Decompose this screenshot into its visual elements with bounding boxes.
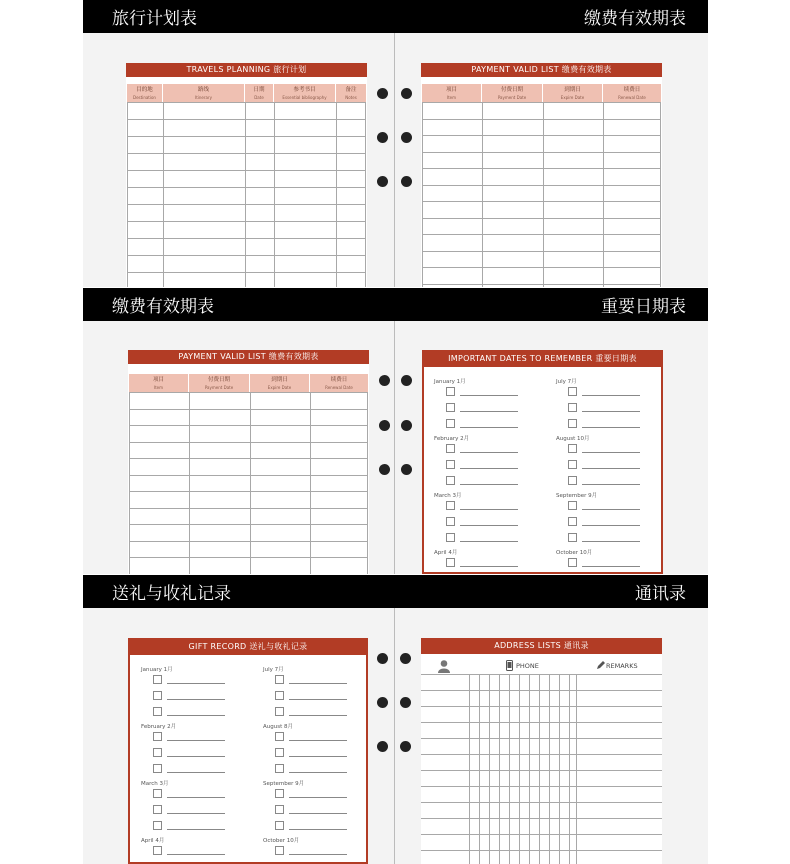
write-line (289, 829, 347, 830)
month-label: April 4月 (434, 550, 458, 556)
month-label: September 9月 (556, 493, 598, 499)
grid-rule (422, 168, 661, 169)
grid-column-rule (479, 674, 480, 864)
write-line (167, 797, 225, 798)
write-line (460, 484, 518, 485)
write-line (289, 756, 347, 757)
col-renewal-date: 续费日 Renewal Date (325, 377, 353, 390)
write-line (289, 797, 347, 798)
grid-column-rule (569, 674, 570, 864)
phone-icon (506, 660, 513, 671)
col-item: 项目 Item (422, 84, 482, 102)
col-notes: 备注 Notes (345, 87, 357, 100)
checkbox[interactable] (275, 789, 284, 798)
checkbox[interactable] (275, 732, 284, 741)
col-payment-date: 付费日期 Payment Date (482, 84, 543, 102)
grid-rule (422, 234, 661, 235)
grid-rule (129, 541, 368, 542)
panel-2 (83, 321, 708, 574)
binder-hole (379, 420, 390, 431)
binder-hole (377, 697, 388, 708)
section-title-left: 旅行计划表 (112, 9, 197, 29)
write-line (167, 699, 225, 700)
grid-rule (422, 267, 661, 268)
section-title-left: 缴费有效期表 (112, 297, 214, 317)
grid-column-rule (245, 102, 246, 287)
write-line (167, 829, 225, 830)
checkbox[interactable] (275, 691, 284, 700)
person-icon (437, 659, 451, 673)
grid-rule (421, 850, 662, 851)
grid-rule (421, 802, 662, 803)
checkbox[interactable] (446, 419, 455, 428)
col-bibliography: 参考书目 Essential bibliography (274, 84, 336, 102)
grid-column-rule (274, 102, 275, 287)
section-title-right: 缴费有效期表 (584, 9, 686, 29)
page-spine (394, 608, 395, 864)
write-line (460, 566, 518, 567)
write-line (167, 813, 225, 814)
payment-list-page (128, 350, 369, 574)
grid-rule (422, 102, 661, 103)
grid-column-rule (519, 674, 520, 864)
grid-rule (422, 284, 661, 285)
grid-column-rule (310, 392, 311, 574)
binder-hole (377, 132, 388, 143)
checkbox[interactable] (275, 675, 284, 684)
month-label: September 9月 (263, 781, 305, 787)
grid-rule (422, 185, 661, 186)
grid-rule (129, 442, 368, 443)
grid-rule (129, 392, 368, 393)
grid-column-rule (250, 392, 251, 574)
binder-hole (401, 132, 412, 143)
checkbox[interactable] (153, 846, 162, 855)
write-line (460, 525, 518, 526)
grid-column-rule (365, 102, 366, 287)
grid-rule (129, 425, 368, 426)
grid-rule (421, 690, 662, 691)
travel-planning-page (126, 63, 367, 287)
month-label: April 4月 (141, 838, 165, 844)
write-line (289, 854, 347, 855)
checkbox[interactable] (153, 748, 162, 757)
grid-rule (129, 458, 368, 459)
checkbox[interactable] (568, 501, 577, 510)
write-line (289, 740, 347, 741)
travel-header: TRAVELS PLANNING 旅行计划 (126, 63, 367, 77)
col-itinerary: 路线 Itinerary (163, 84, 245, 102)
binder-hole (377, 176, 388, 187)
address-grid (421, 674, 662, 864)
checkbox[interactable] (568, 533, 577, 542)
important-dates-page (422, 350, 663, 574)
section-title-right: 通讯录 (635, 584, 686, 604)
grid-column-rule (336, 102, 337, 287)
checkbox[interactable] (446, 517, 455, 526)
write-line (167, 715, 225, 716)
binder-hole (400, 653, 411, 664)
grid-column-rule (543, 102, 544, 287)
grid-column-rule (509, 674, 510, 864)
checkbox[interactable] (568, 444, 577, 453)
important-header: IMPORTANT DATES TO REMEMBER 重要日期表 (422, 350, 663, 367)
grid-column-rule (129, 392, 130, 574)
month-label: March 3月 (434, 493, 462, 499)
col-expire-date: 到期日 Expire Date (250, 374, 310, 392)
grid-rule (129, 475, 368, 476)
travel-column-headers (127, 84, 366, 102)
binder-hole (377, 741, 388, 752)
grid-rule (129, 491, 368, 492)
checkbox[interactable] (153, 764, 162, 773)
write-line (289, 699, 347, 700)
grid-rule (421, 722, 662, 723)
month-label: July 7月 (556, 379, 577, 385)
write-line (167, 740, 225, 741)
checkbox[interactable] (568, 403, 577, 412)
checkbox[interactable] (153, 707, 162, 716)
grid-rule (129, 524, 368, 525)
grid-rule (422, 201, 661, 202)
grid-rule (422, 119, 661, 120)
checkbox[interactable] (275, 764, 284, 773)
section-title-left: 送礼与收礼记录 (112, 584, 231, 604)
grid-rule (422, 251, 661, 252)
grid-rule (421, 754, 662, 755)
binder-hole (377, 88, 388, 99)
col-payment-date: 付费日期 Payment Date (189, 374, 250, 392)
write-line (582, 411, 640, 412)
grid-column-rule (163, 102, 164, 287)
write-line (289, 772, 347, 773)
binder-hole (401, 88, 412, 99)
checkbox[interactable] (275, 846, 284, 855)
checkbox[interactable] (275, 821, 284, 830)
month-label: January 1月 (141, 667, 173, 673)
binder-hole (401, 176, 412, 187)
panel-1 (83, 33, 708, 287)
write-line (460, 509, 518, 510)
binder-hole (379, 464, 390, 475)
grid-column-rule (499, 674, 500, 864)
grid-rule (129, 409, 368, 410)
grid-column-rule (539, 674, 540, 864)
checkbox[interactable] (446, 444, 455, 453)
panel-3 (83, 608, 708, 864)
grid-rule (422, 218, 661, 219)
gift-header: GIFT RECORD 送礼与收礼记录 (128, 638, 368, 655)
write-line (582, 395, 640, 396)
grid-rule (422, 135, 661, 136)
grid-rule (421, 770, 662, 771)
grid-column-rule (559, 674, 560, 864)
grid-column-rule (469, 674, 470, 864)
write-line (582, 427, 640, 428)
write-line (582, 468, 640, 469)
month-label: August 8月 (263, 724, 293, 730)
section-banner-1 (83, 0, 708, 33)
grid-rule (421, 706, 662, 707)
checkbox[interactable] (446, 387, 455, 396)
checkbox[interactable] (446, 558, 455, 567)
write-line (460, 468, 518, 469)
grid-column-rule (482, 102, 483, 287)
month-label: October 10月 (263, 838, 300, 844)
grid-column-rule (127, 102, 128, 287)
grid-column-rule (603, 102, 604, 287)
col-item: 项目 Item (129, 374, 189, 392)
checkbox[interactable] (153, 821, 162, 830)
address-header: ADDRESS LISTS 通讯录 (421, 638, 662, 654)
month-label: July 7月 (263, 667, 284, 673)
write-line (167, 772, 225, 773)
binder-hole (400, 741, 411, 752)
month-label: August 10月 (556, 436, 590, 442)
grid-column-rule (367, 392, 368, 574)
section-banner-2 (83, 288, 708, 321)
person-column-header (421, 658, 469, 674)
grid-rule (421, 674, 662, 675)
write-line (582, 541, 640, 542)
month-label: March 3月 (141, 781, 169, 787)
checkbox[interactable] (446, 460, 455, 469)
write-line (460, 541, 518, 542)
write-line (582, 509, 640, 510)
payment-list-page (421, 63, 662, 287)
travel-grid (127, 102, 366, 287)
grid-column-rule (660, 102, 661, 287)
grid-rule (129, 574, 368, 575)
write-line (582, 452, 640, 453)
binder-hole (400, 697, 411, 708)
col-destination: 目的地 Destination (127, 84, 163, 102)
month-label: February 2月 (434, 436, 470, 442)
write-line (582, 484, 640, 485)
grid-rule (421, 738, 662, 739)
phone-column-header (469, 658, 576, 674)
grid-column-rule (422, 102, 423, 287)
grid-rule (129, 508, 368, 509)
checkbox[interactable] (568, 517, 577, 526)
grid-column-rule (529, 674, 530, 864)
write-line (289, 813, 347, 814)
checkbox[interactable] (568, 476, 577, 485)
checkbox[interactable] (275, 748, 284, 757)
binder-hole (377, 653, 388, 664)
remarks-column-header (576, 658, 662, 674)
section-title-right: 重要日期表 (601, 297, 686, 317)
checkbox[interactable] (568, 387, 577, 396)
payment-column-headers (129, 374, 368, 392)
binder-hole (401, 464, 412, 475)
col-expire-date: 到期日 Expire Date (543, 84, 603, 102)
payment-grid (129, 392, 368, 574)
write-line (460, 452, 518, 453)
grid-rule (422, 152, 661, 153)
grid-rule (129, 557, 368, 558)
remarks-label: REMARKS (606, 662, 638, 670)
write-line (167, 854, 225, 855)
checkbox[interactable] (568, 419, 577, 428)
checkbox[interactable] (446, 501, 455, 510)
payment-header: PAYMENT VALID LIST 缴费有效期表 (421, 63, 662, 77)
section-banner-3 (83, 575, 708, 608)
gift-record-page (128, 638, 368, 864)
checkbox[interactable] (153, 691, 162, 700)
grid-column-rule (489, 674, 490, 864)
month-label: January 1月 (434, 379, 466, 385)
grid-column-rule (189, 392, 190, 574)
checkbox[interactable] (275, 805, 284, 814)
checkbox[interactable] (275, 707, 284, 716)
write-line (582, 525, 640, 526)
write-line (289, 683, 347, 684)
payment-header: PAYMENT VALID LIST 缴费有效期表 (128, 350, 369, 364)
checkbox[interactable] (153, 732, 162, 741)
payment-column-headers (422, 84, 661, 102)
binder-hole (379, 375, 390, 386)
write-line (460, 427, 518, 428)
grid-rule (421, 786, 662, 787)
address-list-page (421, 638, 662, 864)
checkbox[interactable] (153, 675, 162, 684)
payment-grid (422, 102, 661, 287)
col-date: 日期 Date (245, 84, 274, 102)
grid-rule (421, 818, 662, 819)
write-line (460, 411, 518, 412)
checkbox[interactable] (446, 476, 455, 485)
col-renewal-date: 续费日 Renewal Date (618, 87, 646, 100)
checkbox[interactable] (153, 805, 162, 814)
pen-icon (596, 661, 605, 670)
grid-rule (421, 834, 662, 835)
write-line (167, 683, 225, 684)
checkbox[interactable] (568, 558, 577, 567)
checkbox[interactable] (153, 789, 162, 798)
page-spine (394, 321, 395, 574)
checkbox[interactable] (568, 460, 577, 469)
grid-column-rule (576, 674, 577, 864)
month-label: February 2月 (141, 724, 177, 730)
page-spine (394, 33, 395, 287)
grid-column-rule (549, 674, 550, 864)
write-line (167, 756, 225, 757)
binder-hole (401, 375, 412, 386)
write-line (460, 395, 518, 396)
checkbox[interactable] (446, 533, 455, 542)
binder-hole (401, 420, 412, 431)
phone-label: PHONE (516, 662, 539, 670)
write-line (289, 715, 347, 716)
month-label: October 10月 (556, 550, 593, 556)
checkbox[interactable] (446, 403, 455, 412)
write-line (582, 566, 640, 567)
